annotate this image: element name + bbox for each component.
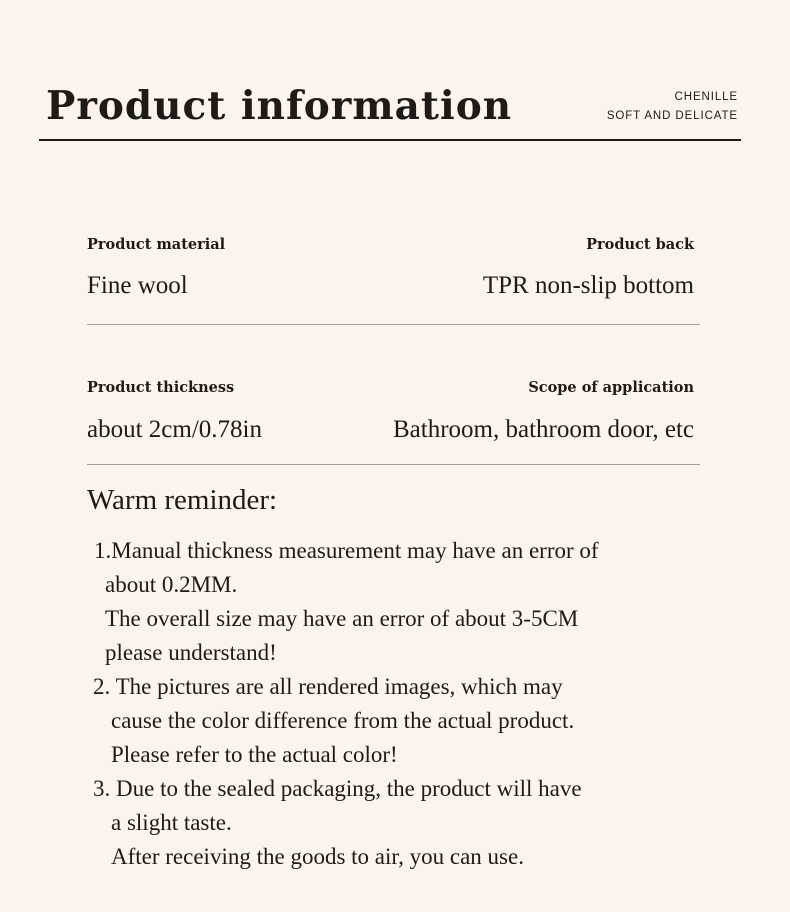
back-value: TPR non-slip bottom bbox=[482, 272, 694, 299]
reminder-line: about 0.2MM. bbox=[105, 572, 238, 597]
material-value: Fine wool bbox=[87, 272, 188, 299]
reminder-line: The overall size may have an error of about 3-5CM bbox=[105, 606, 579, 631]
thickness-value: about 2cm/0.78in bbox=[87, 416, 262, 443]
reminder-line: 1.Manual thickness measurement may have an error of bbox=[94, 538, 599, 563]
tagline bbox=[607, 88, 738, 126]
scope-label: Scope of application bbox=[528, 379, 694, 396]
tagline-line-2: SOFT AND DELICATE bbox=[606, 110, 738, 122]
spec-divider-2 bbox=[87, 464, 700, 465]
reminder-line: Please refer to the actual color! bbox=[111, 742, 398, 767]
thickness-label: Product thickness bbox=[87, 379, 235, 396]
header-rule bbox=[39, 139, 741, 141]
reminder-line: cause the color difference from the actual product. bbox=[111, 708, 575, 733]
reminder-line: please understand! bbox=[105, 640, 277, 665]
reminder-line: 2. The pictures are all rendered images, which may bbox=[93, 674, 563, 699]
tagline-line-1: CHENILLE bbox=[674, 91, 738, 103]
page-title: Product information bbox=[46, 83, 513, 129]
back-label: Product back bbox=[586, 236, 694, 253]
material-label: Product material bbox=[87, 236, 226, 253]
scope-value: Bathroom, bathroom door, etc bbox=[392, 416, 694, 443]
spec-divider-1 bbox=[87, 324, 700, 325]
reminder-line: a slight taste. bbox=[111, 810, 232, 835]
reminder-line: 3. Due to the sealed packaging, the product will have bbox=[93, 776, 582, 801]
reminder-line: After receiving the goods to air, you can use. bbox=[111, 844, 524, 869]
reminder-title: Warm reminder: bbox=[87, 484, 278, 516]
